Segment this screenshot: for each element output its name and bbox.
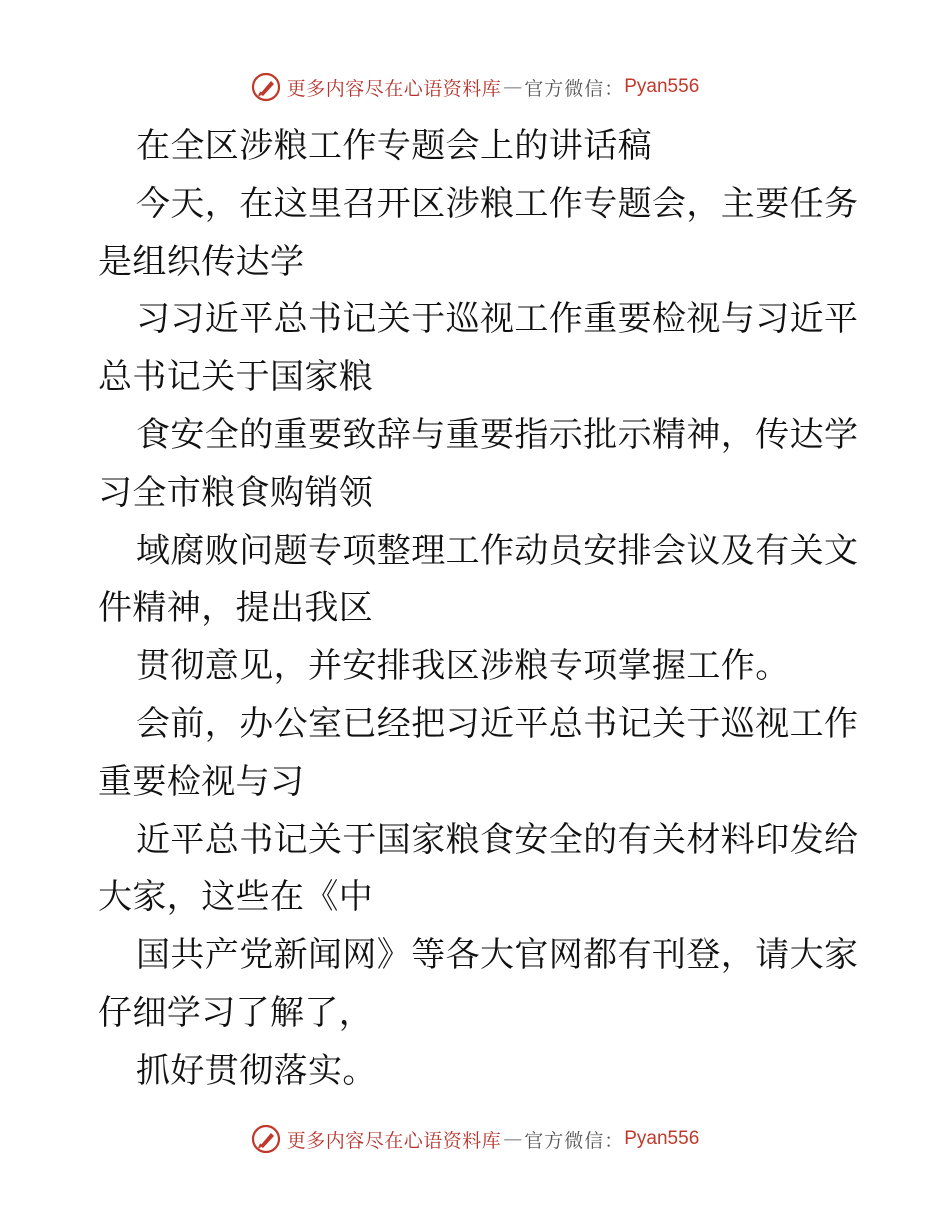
- paragraph-line: 今天，在这里召开区涉粮工作专题会，主要任务: [136, 183, 859, 224]
- paragraph-line: 重要检视与习: [98, 761, 305, 802]
- banner-wechat-label: 官方微信：: [524, 1129, 625, 1152]
- paragraph-line: 抓好贯彻落实。: [136, 1050, 377, 1091]
- banner-dash: —: [503, 76, 523, 98]
- document-title: 在全区涉粮工作专题会上的讲话稿: [136, 126, 652, 166]
- banner-wechat-handle: Pyan556: [624, 1128, 700, 1149]
- document-body: [98, 118, 858, 1101]
- quill-pen-icon: [251, 1124, 281, 1154]
- banner-dash: —: [503, 1128, 523, 1150]
- paragraph-line: 国共产党新闻网》等各大官网都有刊登，请大家: [136, 935, 859, 976]
- footer-banner: [0, 1124, 950, 1154]
- paragraph-line: 域腐败问题专项整理工作动员安排会议及有关文: [136, 530, 859, 571]
- paragraph-line: 习习近平总书记关于巡视工作重要检视与习近平: [136, 299, 859, 340]
- paragraph-line: 习全市粮食购销领: [98, 472, 374, 513]
- header-banner: [0, 72, 950, 102]
- paragraph-line: 贯彻意见，并安排我区涉粮专项掌握工作。: [136, 646, 790, 687]
- paragraph-line: 近平总书记关于国家粮食安全的有关材料印发给: [136, 819, 859, 860]
- paragraph-line: 食安全的重要致辞与重要指示批示精神，传达学: [136, 414, 859, 455]
- paragraph-line: 大家，这些在《中: [98, 877, 374, 918]
- quill-pen-icon: [251, 72, 281, 102]
- paragraph-line: 总书记关于国家粮: [98, 357, 374, 398]
- banner-site-text: 更多内容尽在心语资料库: [286, 1129, 502, 1152]
- banner-wechat-label: 官方微信：: [524, 77, 625, 100]
- paragraph-line: 仔细学习了解了，: [98, 992, 374, 1033]
- paragraph-line: 会前，办公室已经把习近平总书记关于巡视工作: [136, 703, 859, 744]
- banner-site-text: 更多内容尽在心语资料库: [286, 77, 502, 100]
- paragraph-line: 件精神，提出我区: [98, 588, 374, 629]
- paragraph-line: 是组织传达学: [98, 241, 305, 282]
- banner-wechat-handle: Pyan556: [624, 76, 700, 97]
